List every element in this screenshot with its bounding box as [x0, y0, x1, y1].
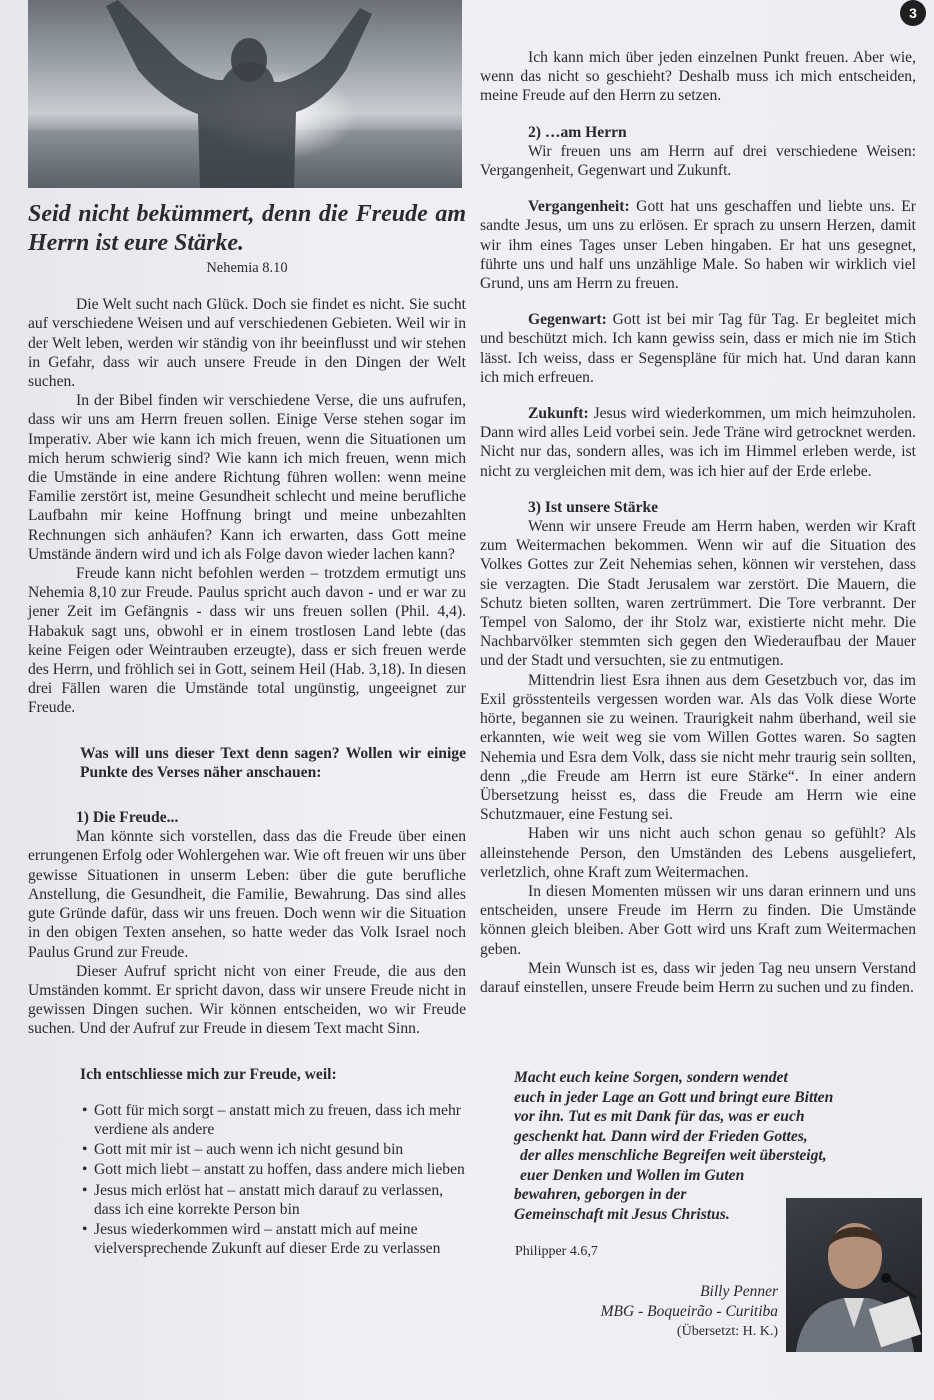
quote-line: Gemeinschaft mit Jesus Christus.	[514, 1205, 730, 1223]
section-1-paragraph-1: Man könnte sich vorstellen, dass das die Freude über einen errungenen Erfolg oder Wohlergehen war. Wie oft freuen wir uns über gewisse Situationen in unserm Leben: über die gute berufliche Anstellung, die Gesundheit, die Familie, Bewahrung. Das sind alles gute Gründe dafür, dass wir uns freuen. Doch wenn wir die Situation in den obigen Texten ansehen, so hatte weder das Volk Israel noch Paulus Grund zur Freude.	[28, 828, 466, 961]
intro-paragraph-3: Freude kann nicht befohlen werden – trotzdem ermutigt uns Nehemia 8,10 zur Freude. Paulus spricht auch davon - und er war zu jener Zeit im Gefängnis - dass wir uns freuen sollen (Phil. 4,4). Habakuk sagt uns, obwohl er in einem trostlosen Land lebte (das keine Feigen oder Weintrauben erzeugte), dass er sich freuen werde des Herrn, und fröhlich sei in Gott, seinem Heil (Hab. 3,18). In diesen drei Fällen waren die Umstände total ungünstig, ungeeignet zur Freude.	[28, 565, 466, 717]
article-title: Seid nicht bekümmert, denn die Freude am Herrn ist eure Stärke.	[28, 201, 466, 256]
page-number-badge: 3	[900, 0, 926, 26]
past-paragraph	[480, 197, 916, 293]
list-item: • Gott mich liebt – anstatt zu hoffen, dass andere mich lieben	[84, 1160, 466, 1179]
quote-line: der alles menschliche Begreifen weit übersteigt,	[520, 1147, 827, 1164]
quote-line: geschenkt hat. Dann wird der Frieden Gottes,	[514, 1127, 808, 1145]
author-signature	[560, 1282, 778, 1342]
portrait-figure	[786, 1198, 922, 1352]
quote-line: bewahren, geborgen in der	[514, 1186, 687, 1203]
right-intro-paragraph: Ich kann mich über jeden einzelnen Punkt freuen. Aber wie, wenn das nicht so geschieht? Deshalb muss ich mich entscheiden, meine Freude auf den Herrn zu setzen.	[480, 49, 916, 105]
reasons-list	[28, 1101, 466, 1259]
intro-paragraph-1: Die Welt sucht nach Glück. Doch sie findet es nicht. Sie sucht auf verschiedene Weisen und auf verschiedenen Gebieten. Weil wir in der Welt leben, werden wir ständig von ihr beeinflusst und wir stehen in Gefahr, dass wir auch unsere Freude in den Dingen der Welt suchen.	[28, 296, 466, 391]
future-label: Zukunft:	[528, 405, 589, 423]
right-column	[480, 48, 916, 997]
section-3-paragraph-4: In diesen Momenten müssen wir uns daran erinnern und uns entscheiden, unsere Freude im Herrn zu finden. Die Umstände können gleich bleiben. Aber Gott wird uns Kraft zum Weitermachen geben.	[480, 882, 916, 958]
past-text: Gott hat uns geschaffen und liebte uns. Er sandte Jesus, um uns zu erlösen. Er sprach zu unsern Herzen, damit wir ihm eines Tages unser Leben hingaben. Er hat uns gesegnet, führte uns und half uns unzählige Male. So haben wir wirklich viel Grund, uns am Herrn zu freuen.	[480, 198, 916, 293]
person-silhouette	[28, 0, 462, 188]
list-item: • Gott für mich sorgt – anstatt mich zu freuen, dass ich mehr verdiene als andere	[84, 1101, 466, 1139]
section-3-paragraph-2: Mittendrin liest Esra ihnen aus dem Gesetzbuch vor, das im Exil grösstenteils vergessen worden war. Als das Volk diese Worte hörte, begannen sie zu weinen. Traurigkeit nahm überhand, weil sie erkannten, wie weit weg sie vom Willen Gottes waren. So sagten Nehemia und Esra dem Volk, dass sie nicht mehr traurig sein sollten, denn „die Freude am Herrn ist eure Stärke“. In einer andern Übersetzung heisst es, dass die Freude am Herrn wie eine Schutzmauer, eine Festung sei.	[480, 671, 916, 824]
author-portrait-photo	[786, 1198, 922, 1352]
question-heading: Was will uns dieser Text denn sagen? Wollen wir einige Punkte des Verses näher anschauen:	[80, 744, 466, 781]
future-text: Jesus wird wiederkommen, um mich heimzuholen. Dann wird alles Leid vorbei sein. Jede Träne wird getrocknet werden. Nicht nur das, sondern alles, was ich im Himmel erleben werde, ist nicht zu vergleichen mit dem, was ich hier auf der Erde erlebe.	[480, 405, 916, 480]
present-text: Gott ist bei mir Tag für Tag. Er begleitet mich und beschützt mich. Ich kann gewiss sein, dass er mich nie im Stich lässt. Ich weiss, dass er Segenspläne für mich hat. Und daran kann ich mich erfreuen.	[480, 311, 916, 386]
left-column	[28, 200, 466, 1259]
section-3-heading: 3) Ist unsere Stärke	[528, 498, 659, 516]
list-item: • Gott mit mir ist – auch wenn ich nicht gesund bin	[84, 1140, 466, 1159]
quote-line: euch in jeder Lage an Gott und bringt eure Bitten	[514, 1088, 834, 1106]
quote-reference: Philipper 4.6,7	[515, 1244, 598, 1259]
section-1-heading: 1) Die Freude...	[76, 809, 179, 827]
author-name: Billy Penner	[700, 1283, 778, 1300]
list-item: • Jesus wiederkommen wird – anstatt mich auf meine vielversprechende Zukunft auf dieser Erde zu verlassen	[84, 1220, 466, 1258]
section-1-paragraph-2: Dieser Aufruf spricht nicht von einer Freude, die aus den Umständen kommt. Er spricht davon, dass wir unsere Freude nicht in gewissen Dingen suchen. Wir können entscheiden, wo wir Freude suchen. Und der Aufruf zur Freude in diesem Text macht Sinn.	[28, 962, 466, 1038]
intro-paragraph-2: In der Bibel finden wir verschiedene Verse, die uns aufrufen, dass wir uns am Herrn freuen sollen. Einige Verse stehen sogar im Imperativ. Aber wie kann ich mich freuen, wenn die Situationen um mich herum schwierig sind? Wie kann ich mich freuen, wenn mich die Umstände in eine andere Richtung führen wollen: wenn meine Familie zerstört ist, meine Gesundheit schlecht und meine berufliche Laufbahn mir keine Hoffnung bringt und meine unbezahlten Rechnungen sich anhäufen? Kann ich erwarten, dass Gott meine Umstände ändern wird und ich als Folge davon wieder lachen kann?	[28, 392, 466, 563]
title-bible-reference: Nehemia 8.10	[206, 260, 288, 276]
decision-heading: Ich entschliesse mich zur Freude, weil:	[80, 1065, 337, 1083]
quote-line: vor ihn. Tut es mit Dank für das, was er euch	[514, 1108, 805, 1125]
present-label: Gegenwart:	[528, 311, 607, 329]
quote-line: Macht euch keine Sorgen, sondern wendet	[514, 1069, 788, 1086]
section-3-paragraph-5: Mein Wunsch ist es, dass wir jeden Tag neu unsern Verstand darauf einstellen, unsere Freude beim Herrn zu suchen und zu finden.	[480, 959, 916, 996]
section-3-paragraph-1: Wenn wir unsere Freude am Herrn haben, werden wir Kraft zum Weitermachen bekommen. Wenn wir auf die Situation des Volkes Gottes zur Zeit Nehemias sehen, können wir verstehen, dass sie verzagten. Die Stadt Jerusalem war zerstört. Die Mauern, die Schutz bieten sollten, waren zertrümmert. Die Tore verbrannt. Der Tempel von Salomo, der ihr Stolz war, existierte nicht mehr. Die Nachbarvölker stemmten sich gegen den Wiederaufbau der Mauer und der Stadt und versuchten, sie zu entmutigen.	[480, 518, 916, 670]
section-3-paragraph-3: Haben wir uns nicht auch schon genau so gefühlt? Als alleinstehende Person, den Umständen des Lebens ausgeliefert, verletzlich, ohne Kraft zum Weitermachen.	[480, 825, 916, 881]
quote-line: euer Denken und Wollen im Guten	[520, 1166, 745, 1184]
translator-note: (Übersetzt: H. K.)	[676, 1324, 778, 1339]
section-2-intro: Wir freuen uns am Herrn auf drei verschiedene Weisen: Vergangenheit, Gegenwart und Zukunft.	[480, 142, 916, 180]
present-paragraph	[480, 310, 916, 387]
future-paragraph	[480, 404, 916, 481]
section-2-heading: 2) …am Herrn	[528, 123, 627, 141]
header-photo-person-raising-arms	[28, 0, 462, 188]
past-label: Vergangenheit:	[528, 198, 630, 216]
author-affiliation: MBG - Boqueirão - Curitiba	[600, 1303, 778, 1320]
list-item: • Jesus mich erlöst hat – anstatt mich darauf zu verlassen, dass ich eine korrekte Person bin	[84, 1181, 466, 1219]
